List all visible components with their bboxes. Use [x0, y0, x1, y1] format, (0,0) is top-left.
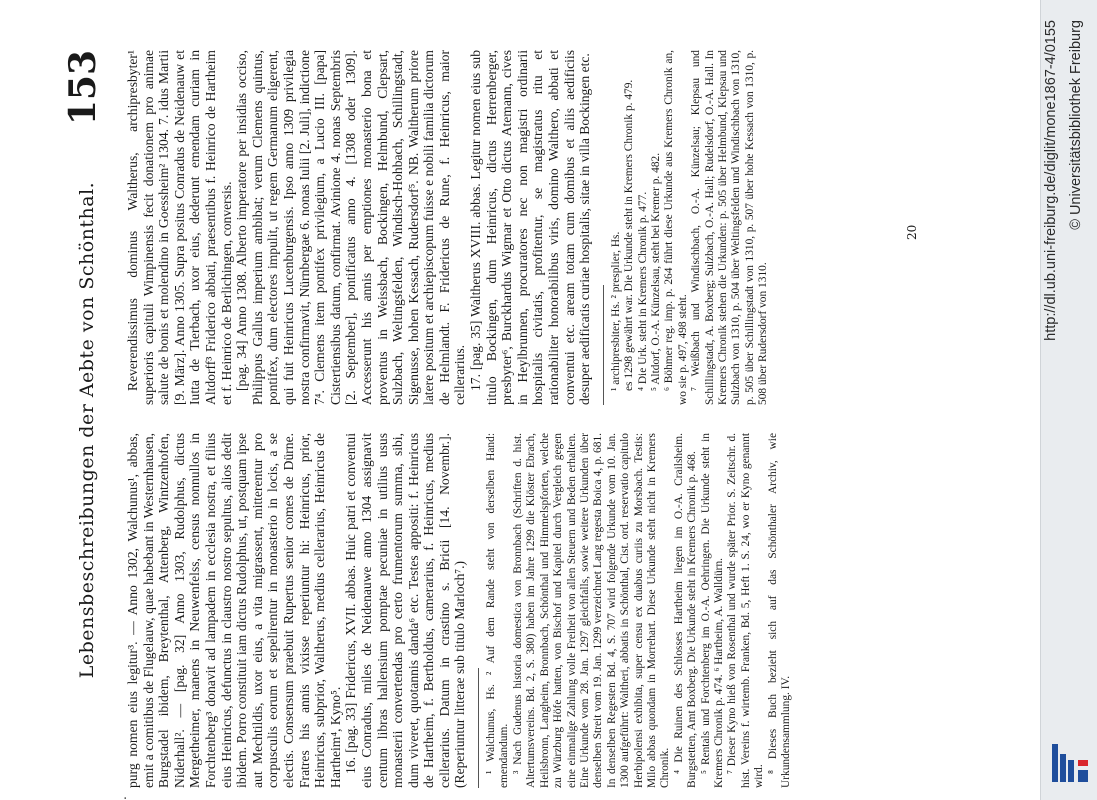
running-head: Lebensbeschreibungen der Aebte von Schönthal.: [76, 181, 98, 679]
left-column: [125, 433, 793, 788]
signature-mark: 20: [905, 224, 919, 240]
footnote: ⁶ Böhmer reg. imp. p. 264 führt diese Urkunde aus Kremers Chronik an, wo sie p. 497, 498 steht.: [663, 50, 689, 405]
footnote: ⁵ Rentals und Forchtenberg im O.-A. Oehringen. Die Urkunde steht in Kremers Chronik p. 474. ⁶ Hartheim, A. Walldürn.: [699, 433, 725, 788]
footnote: ⁷ Weißbach und Windischbach, O.-A. Künzelsau; Klepsau und Schillingstadt, A. Boxberg; Sulzbach, O.-A. Hall; Rudelsdorf, O.-A. Hall. In Kremers Chronik stehen die Urkunden: p. 505 über Helmbund, Klepsau und Sulzbach von 1310, p. 504 über Weltingsfelden und Windischbach von 1310, p. 505 über Schillingstadt von 1310, p. 507 über hohe Kessach von 1310, p. 508 über Rudersdorf von 1310.: [690, 50, 770, 405]
paragraph: 17. [pag. 35] Waltherus XVIII. abbas. Legitur nomen eius sub titulo Bockingen, dum Heinricus, dictus Herrenberger, presbyter⁶, Burckhardus Wigmar et Otto dictus Atemann, cives in Heylbrunnen, procuratores nec non magistri ordinarii hospitalis civitatis, profitentur, se magistratus ritu et rationabiliter honorabilibus viris, domino Walthero, abbati et conventui etc. aream totam cum domibus et aliis aedificiis desuper aedificatis curiae hospitalis, sitae in villa Bockingen etc.: [468, 50, 593, 405]
footnote: ¹ archipresbiter, Hs. ² presplier, Hs.: [609, 231, 622, 391]
footnote: ⁴ Die Urk. steht in Kremers Chronik p. 477.: [636, 191, 649, 391]
footnote: es 1298 gewährt war. Die Urkunde steht in Kremers Chronik p. 479.: [623, 79, 636, 391]
paragraph: purg nomen eius legitur³. — Anno 1302, Walchunus¹, abbas, emit a comitibus de Flugelauw, quae habebant in Westernhausen, Burgstadel ibidem, Breytenthal, Attenberg, Wintzenhofen, Niderhall². — [pag. 32] Anno 1303, Rudolphus, dictus Mergetheimer, manens in Neuwenfelss, census nonnullos in Forchtenberg³ donavit ad lampadem in ecclesia nostra, et filius eius Heinricus, defunctus in claustro nostro sepultus, alios dedit ibidem. Porro constituit iam dictus Rudolphus, ut, postquam ipse aut Mechtildis, uxor eius, a vita migrassent, mitterentur pro corpusculis eorum et sepelirentur in monasterio in locis, a se electis. Consensum praebuit Rupertus senior comes de Dürne. Fratres his annis vixisse reperiuntur hi: Heinricus, prior, Heinricus, subprior, Waltherus, medius cellerarius, Heinricus de Hartheim⁴, Kyno⁵.: [125, 433, 343, 788]
footnote: ⁵ Altdorf, O.-A. Künzelsau, steht bei Kremer p. 482.: [650, 152, 663, 391]
footnote: ⁸ Dieses Buch bezieht sich auf das Schönthaler Archiv, wie Urkundensammlung. IV.: [766, 433, 792, 788]
permalink-url[interactable]: http://dl.ub.uni-freiburg.de/diglit/mone1867-4/0155: [1043, 20, 1059, 341]
footnote-rule: [478, 668, 479, 788]
logo-bar-blue-2: [1060, 754, 1066, 782]
margin-mark: .: [115, 796, 129, 800]
logo-bar-blue-3: [1068, 760, 1074, 782]
footnote: ¹ Walchunus, Hs. ² Auf dem Rande steht von derselben Hand: emendandum.: [485, 433, 511, 788]
page-number: 153: [62, 50, 104, 126]
footnote-rule: [603, 285, 604, 405]
logo-bar-blue-4: [1078, 770, 1088, 782]
copyright-notice: © Universitätsbibliothek Freiburg: [1068, 20, 1084, 230]
footnote: ³ Nach Gudenus historia domestica von Bronnbach (Schriften d. hist. Altertumsvereins. Bd. 2, S. 380) haben im Jahre 1299 die Klöster Ebrach, Heilsbronn, Langheim, Bronnbach, Schönthal und Himmelspforten, welche zu Würzburg Höfe hatten, von Bischof und Kapitel durch Vergleich gegen eine einmalige Zahlung volle Freiheit von allen Steuern und Beden erhalten. Eine Urkunde vom 28. Jan. 1297 gleichfalls, sowie weitere Urkunden über denselben Streit vom 19. Jan. 1299 verzeichnet Lang regesta Boica 4, p. 681. In denselben Regesten Bd. 4, S. 707 wird folgende Urkunde vom 10. Jan. 1300 aufgeführt: Waltheri, abbatis in Schönthal, Cist. ord. reservatio capitulo Herbipolensi exhibita, super censu ex duabus curiis zu Morsbach. Testis: Milo abbas quondam in Morrehart. Diese Urkunde steht nicht in Kremers Chronik.: [511, 433, 672, 788]
right-column: [125, 50, 771, 405]
page-header: [62, 50, 132, 740]
footnote: ⁷ Dieser Kyno hieß von Rosenthal und wurde später Prior. S. Zeitschr. d. hist. Vereins f. wirtemb. Franken, Bd. 5, Heft 1. S. 24, wo er Kyno genannt wird.: [726, 433, 766, 788]
paragraph: Reverendissimus dominus Waltherus, archipresbyter¹ superioris capituli Wimpinensis fecit donationem pro animae salute de bonis et molendino in Goessheim² 1304. 7. idus Martii [9. März]. Anno 1305. Supra positus Conradus de Neidenauw et Iutta de Tierbach, uxor eius, dederunt emendam curiam in Altdorff³ Friderico abbati, praesentibus f. Heinrico de Hartheim et f. Heinrico de Berlichingen, conversis.: [125, 50, 234, 405]
logo-bar-red: [1078, 760, 1088, 766]
logo-bar-blue-1: [1052, 744, 1058, 782]
library-logo-icon: [1050, 742, 1090, 784]
paragraph: 16. [pag. 33] Fridericus, XVII. abbas. Huic patri et conventui eius Conradus, miles de Neidenauwe anno 1304 assignavit centum libras hallensium pomptae pecuniae in utilius usus monasterii convertendas pro certo frumentorum summa, sibi, dum viveret, quotannis danda⁶ etc. Testes appositi: f. Heinricus de Hartheim, f. Bertholdus, camerarius, f. Heinricus, medius cellerarius. Datum in crastino s. Bricii [14. Novembr.]. (Reperiuntur litterae sub titulo Marloch⁷.): [343, 433, 468, 788]
paragraph: [pag. 34] Anno 1308. Alberto imperatore per insidias occiso, Philippus Gallus imperium ambibat; verum Clemens quintus, pontifex, dum electores impulit, ut regem Germanum eligerent, qui fuit Heinricus Lucenburgensis. Ipso anno 1309 privilegia nostra confirmavit, Nürnbergae 6. nonas Iulii [2. Juli], indictione 7⁴. Clemens item pontifex privilegium, a Lucio III. [papa] Cistertiensibus datum, confirmat. Avinione 4. nonas Septembris [2. September], pontificatus anno 4. [1308 oder 1309]. Accesserunt his annis per emptiones monasterio bona et proventus in Weissbach, Bockingen, Helmbund, Clepsart, Sulzbach, Weltingsfelden, Windisch-Hohbach, Schillingstadt, Sigenusse, hohen Kessach, Rudersdorf⁵. NB. Waltherum priore latere positum et archiepiscopum fuisse e nobili familia dictorum de Helmlandt. F. Fridericus de Rune, f. Heinricus, maior cellerarius.: [234, 50, 468, 405]
footnote: ⁴ Die Ruinen des Schlosses Hartheim liegen im O.-A. Crailsheim. Burgstetten, Amt Boxberg. Die Urkunde steht in Kremers Chronik p. 468.: [672, 433, 699, 788]
